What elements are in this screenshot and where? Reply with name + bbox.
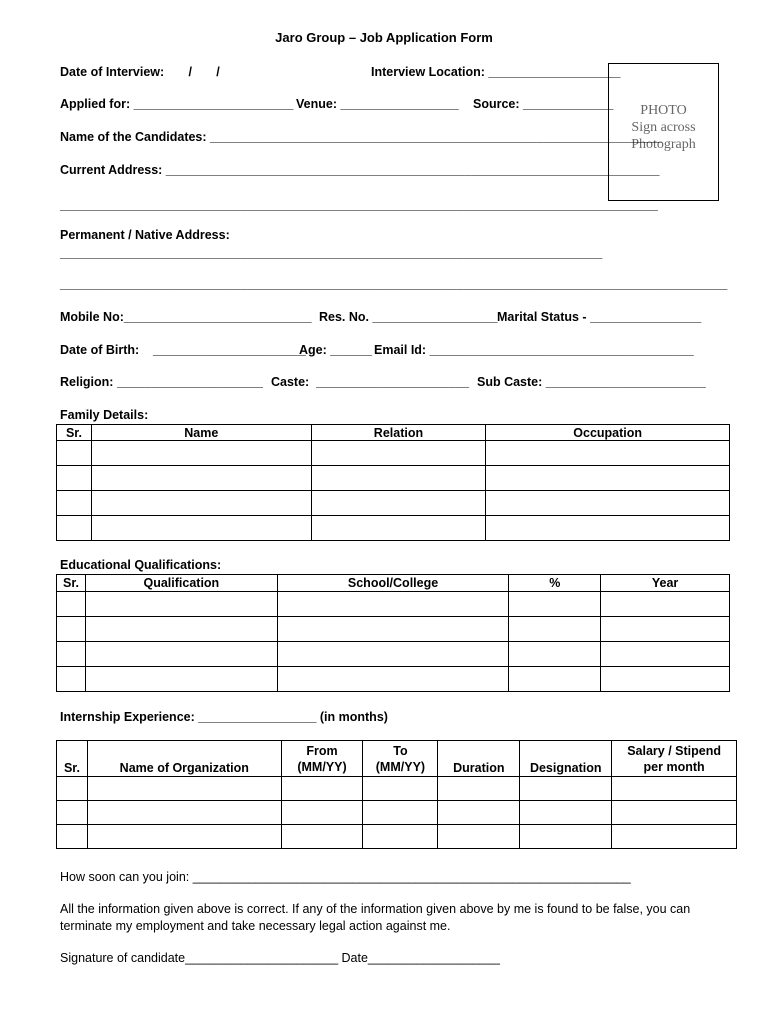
candidate-name-field[interactable]: Name of the Candidates: _________________________________________________________________ [60, 130, 662, 144]
table-cell[interactable] [87, 801, 281, 825]
table-row [57, 801, 737, 825]
table-row [57, 516, 730, 541]
column-header: Sr. [57, 575, 86, 592]
table-cell[interactable] [87, 777, 281, 801]
signature-date-field[interactable]: Signature of candidate______________________ Date___________________ [60, 951, 500, 965]
table-cell[interactable] [520, 825, 612, 849]
table-cell[interactable] [87, 825, 281, 849]
permanent-address-label: Permanent / Native Address: [60, 228, 230, 242]
mobile-no-field[interactable]: Mobile No:___________________________ [60, 310, 312, 324]
column-header: School/College [277, 575, 509, 592]
table-cell[interactable] [85, 617, 277, 642]
table-row [57, 491, 730, 516]
table-cell[interactable] [57, 667, 86, 692]
column-header: Occupation [486, 425, 730, 441]
table-cell[interactable] [486, 441, 730, 466]
table-cell[interactable] [612, 777, 737, 801]
column-header: To (MM/YY) [363, 741, 438, 777]
column-header: Salary / Stipend per month [612, 741, 737, 777]
table-cell[interactable] [57, 825, 88, 849]
table-row [57, 825, 737, 849]
photo-photograph-label: Photograph [631, 137, 696, 152]
column-header: Relation [311, 425, 486, 441]
family-details-heading: Family Details: [60, 408, 149, 422]
table-cell[interactable] [57, 801, 88, 825]
column-header: % [509, 575, 601, 592]
table-cell[interactable] [438, 777, 520, 801]
table-cell[interactable] [85, 642, 277, 667]
source-field[interactable]: Source: _____________ [473, 97, 614, 111]
photo-sign-label: Sign across [631, 120, 696, 135]
table-cell[interactable] [509, 667, 601, 692]
sub-caste-field[interactable]: Sub Caste: _______________________ [477, 375, 706, 389]
table-cell[interactable] [91, 491, 311, 516]
education-table [56, 574, 730, 692]
column-header: Qualification [85, 575, 277, 592]
table-cell[interactable] [601, 667, 730, 692]
table-cell[interactable] [277, 617, 509, 642]
table-row [57, 667, 730, 692]
table-cell[interactable] [57, 441, 92, 466]
table-cell[interactable] [601, 617, 730, 642]
table-cell[interactable] [311, 491, 486, 516]
table-cell[interactable] [57, 617, 86, 642]
table-cell[interactable] [601, 592, 730, 617]
table-cell[interactable] [311, 516, 486, 541]
table-cell[interactable] [612, 801, 737, 825]
table-cell[interactable] [277, 642, 509, 667]
column-header: Designation [520, 741, 612, 777]
table-cell[interactable] [311, 466, 486, 491]
table-cell[interactable] [91, 441, 311, 466]
column-header: Sr. [57, 741, 88, 777]
declaration-text: All the information given above is correct. If any of the information given above by me is found to be false, you can terminate my employment and take necessary legal action against me. [60, 902, 691, 933]
table-cell[interactable] [91, 466, 311, 491]
internship-table [56, 740, 737, 849]
applied-for-field[interactable]: Applied for: _______________________ [60, 97, 294, 111]
table-cell[interactable] [57, 491, 92, 516]
current-address-field[interactable]: Current Address: _______________________________________________________________________ [60, 163, 660, 177]
table-cell[interactable] [601, 642, 730, 667]
table-row [57, 592, 730, 617]
table-row [57, 777, 737, 801]
column-header: Name [91, 425, 311, 441]
table-cell[interactable] [57, 642, 86, 667]
marital-status-field[interactable]: Marital Status - ________________ [497, 310, 702, 324]
column-header: Name of Organization [87, 741, 281, 777]
table-cell[interactable] [612, 825, 737, 849]
permanent-address-line2[interactable]: ________________________________________________________________________________________________ [60, 277, 728, 291]
table-cell[interactable] [281, 777, 363, 801]
res-no-field[interactable]: Res. No. __________________ [319, 310, 498, 324]
table-row [57, 466, 730, 491]
table-cell[interactable] [363, 825, 438, 849]
table-cell[interactable] [57, 466, 92, 491]
family-details-table [56, 424, 730, 541]
table-cell[interactable] [281, 825, 363, 849]
table-cell[interactable] [520, 777, 612, 801]
table-cell[interactable] [281, 801, 363, 825]
table-cell[interactable] [91, 516, 311, 541]
photo-label: PHOTO [640, 103, 687, 118]
email-id-field[interactable]: Email Id: ______________________________________ [374, 343, 694, 357]
table-cell[interactable] [57, 592, 86, 617]
permanent-address-line1[interactable]: ______________________________________________________________________________ [60, 246, 603, 260]
table-cell[interactable] [363, 777, 438, 801]
table-cell[interactable] [486, 516, 730, 541]
interview-location-field[interactable]: Interview Location: ___________________ [371, 65, 621, 79]
internship-experience-field[interactable]: Internship Experience: _________________ (in months) [60, 710, 388, 724]
table-cell[interactable] [363, 801, 438, 825]
table-row [57, 617, 730, 642]
caste-field[interactable]: Caste: ______________________ [271, 375, 470, 389]
table-cell[interactable] [85, 592, 277, 617]
age-field[interactable]: Age: ______ [299, 343, 372, 357]
education-heading: Educational Qualifications: [60, 558, 222, 572]
table-row [57, 441, 730, 466]
column-header: Sr. [57, 425, 92, 441]
table-cell[interactable] [57, 777, 88, 801]
table-cell[interactable] [438, 801, 520, 825]
join-time-field[interactable]: How soon can you join: _______________________________________________________________ [60, 870, 631, 884]
form-title: Jaro Group – Job Application Form [275, 30, 493, 45]
religion-field[interactable]: Religion: _____________________ [60, 375, 263, 389]
table-cell[interactable] [311, 441, 486, 466]
date-of-interview-field[interactable]: Date of Interview: / / [60, 65, 220, 79]
table-cell[interactable] [486, 466, 730, 491]
table-cell[interactable] [57, 516, 92, 541]
table-cell[interactable] [509, 617, 601, 642]
table-cell[interactable] [486, 491, 730, 516]
table-cell[interactable] [277, 667, 509, 692]
table-cell[interactable] [509, 592, 601, 617]
current-address-line2[interactable]: ______________________________________________________________________________________ [60, 198, 658, 212]
table-cell[interactable] [520, 801, 612, 825]
table-cell[interactable] [509, 642, 601, 667]
table-cell[interactable] [277, 592, 509, 617]
date-of-birth-field[interactable]: Date of Birth: ______________________ [60, 343, 306, 357]
table-cell[interactable] [438, 825, 520, 849]
table-row [57, 642, 730, 667]
venue-field[interactable]: Venue: _________________ [296, 97, 459, 111]
table-cell[interactable] [85, 667, 277, 692]
column-header: Duration [438, 741, 520, 777]
column-header: Year [601, 575, 730, 592]
column-header: From (MM/YY) [281, 741, 363, 777]
